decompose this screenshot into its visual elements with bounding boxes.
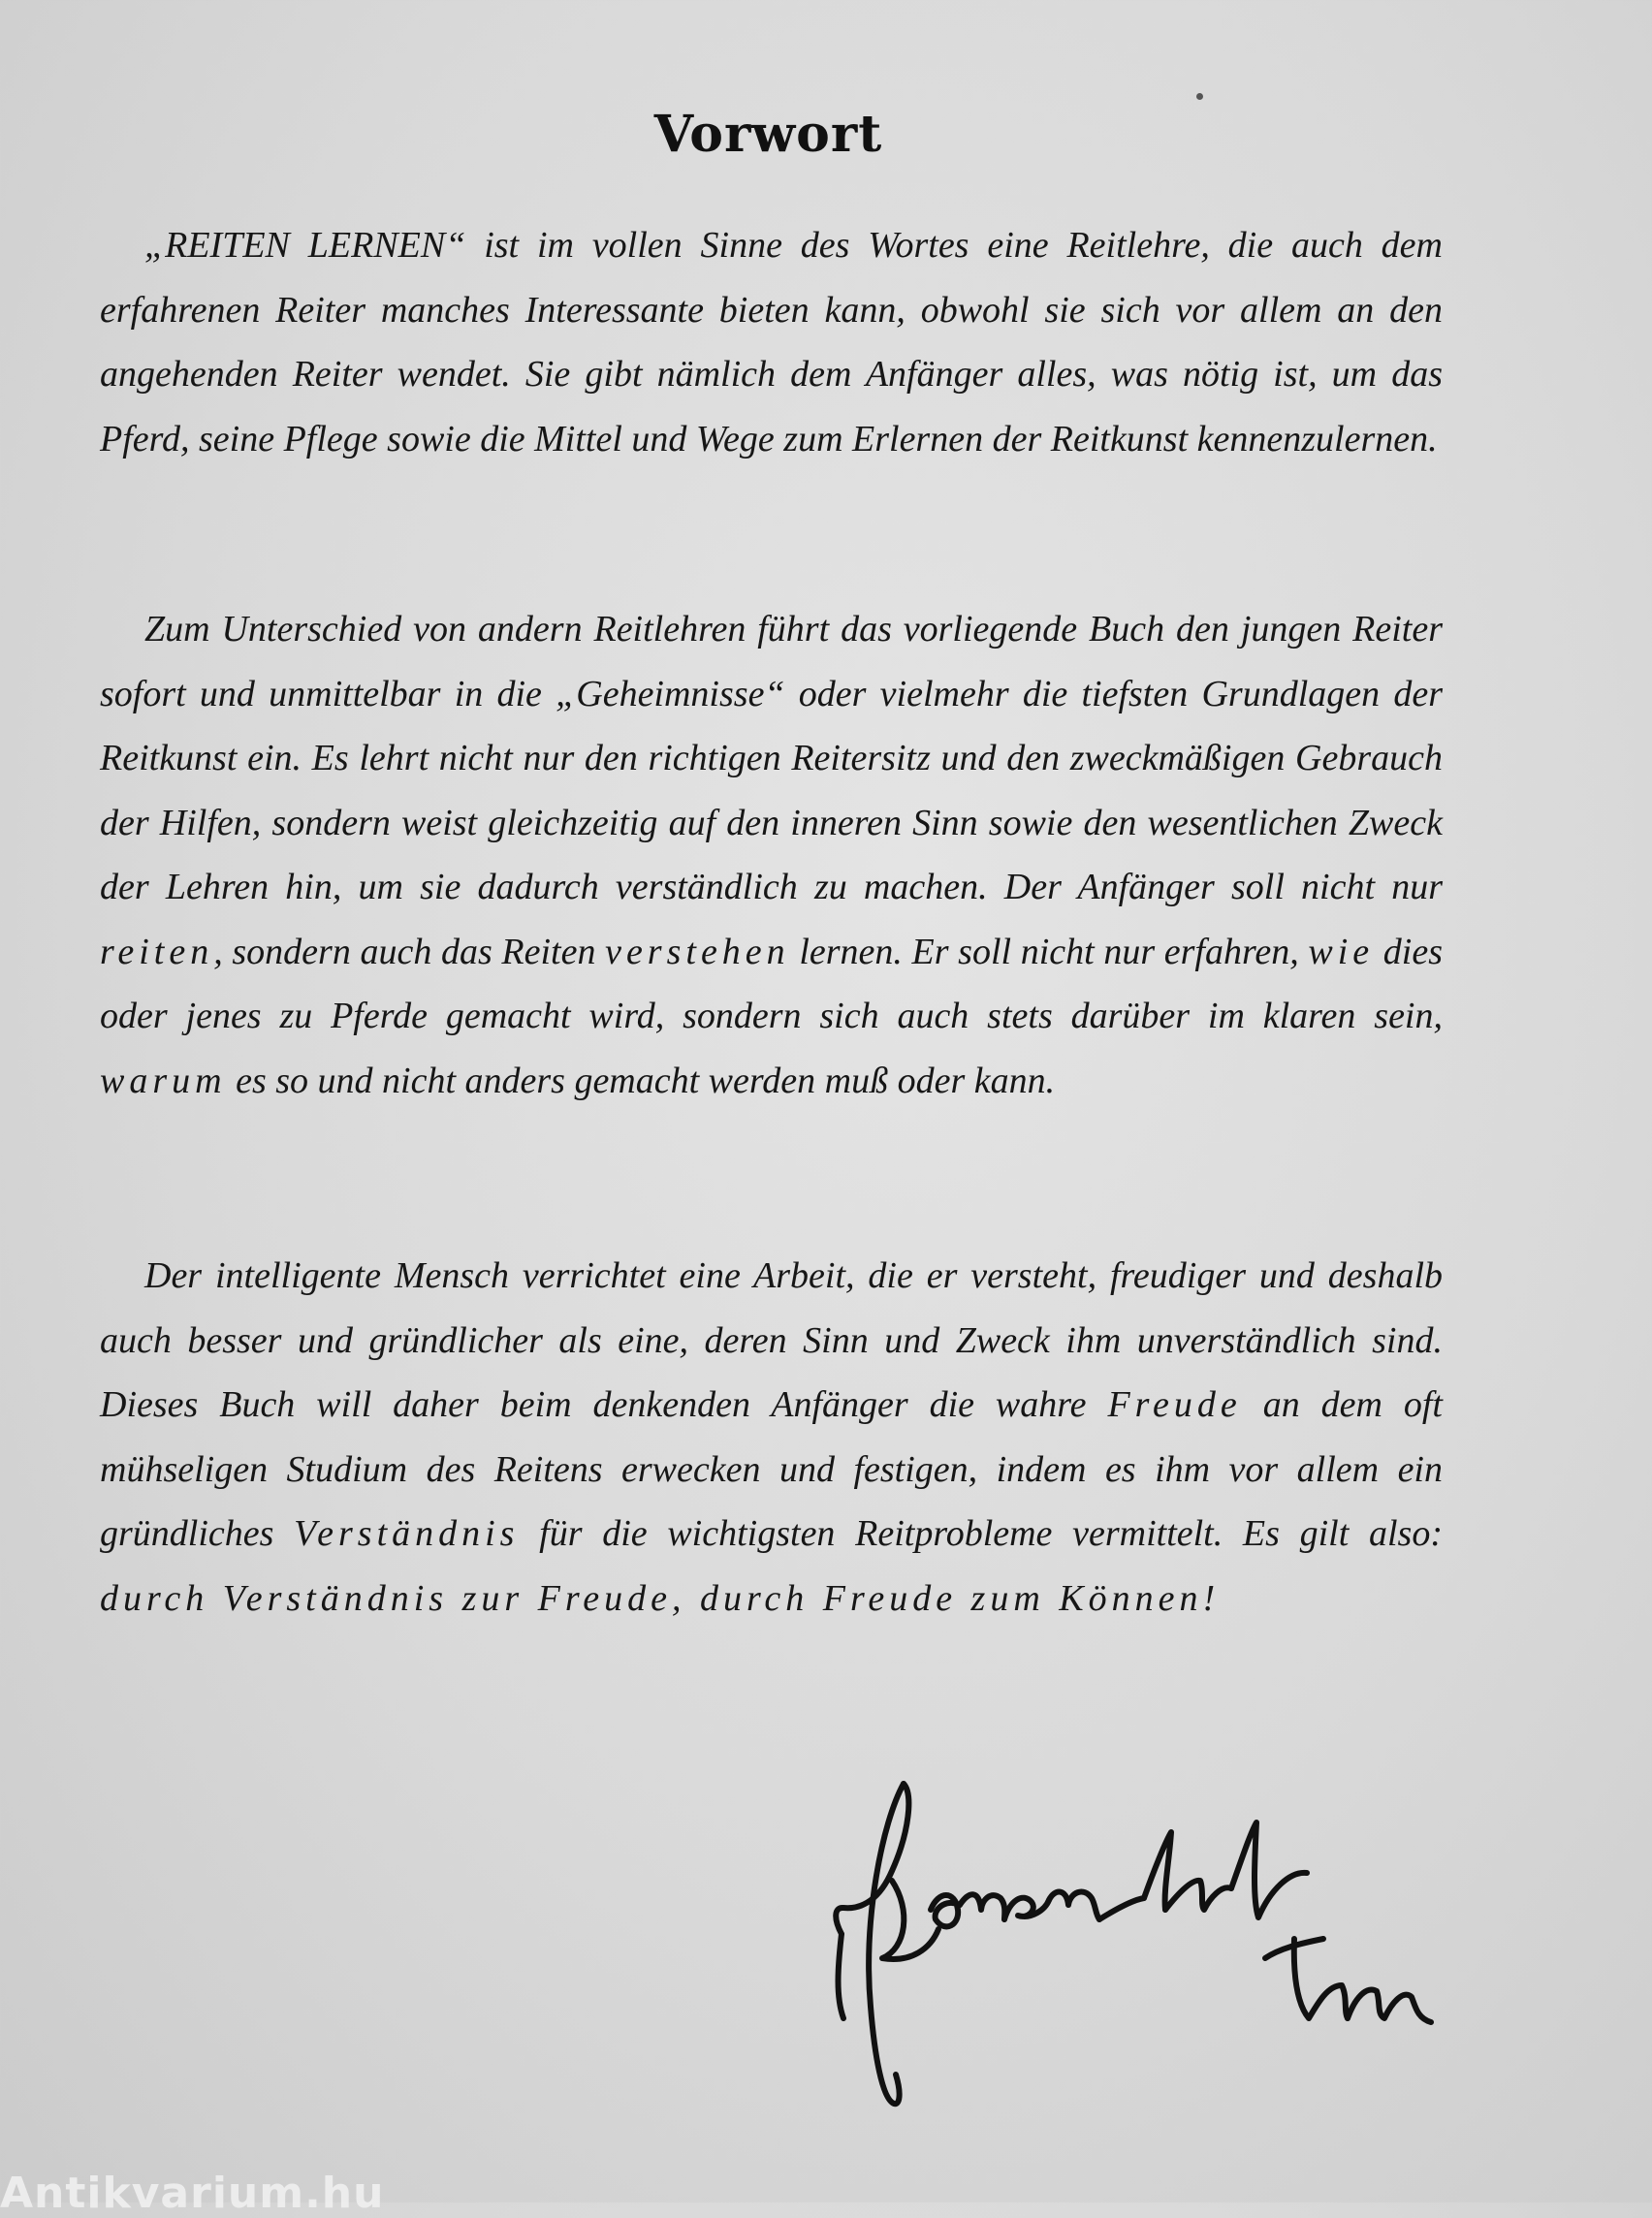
paragraph-2-emphasis-reiten: reiten	[100, 931, 214, 972]
paragraph-3-emphasis-verstaendnis: Verständnis	[294, 1513, 520, 1554]
paragraph-2-text-e: es so und nicht anders gemacht werden muß oder kann.	[226, 1060, 1056, 1101]
paragraph-3-text-a: Der intelligente Mensch verrichtet eine Arbeit, die er versteht, freudiger und deshalb auch besser und gründlicher als eine, deren Sinn und Zweck ihm unverständlich sind. Dieses Buch will daher beim denkenden Anfänger die wahre	[100, 1255, 1443, 1425]
watermark: Antikvarium.hu	[0, 2169, 385, 2218]
paragraph-2-text-d: dies oder jenes zu Pferde gemacht wird, sondern sich auch stets darüber im klaren sein,	[100, 931, 1443, 1036]
paragraph-2-text-a: Zum Unterschied von andern Reitlehren führt das vorliegende Buch den jungen Reiter sofort und unmittelbar in die „Geheimnisse“ oder vielmehr die tiefsten Grundlagen der Reitkunst ein. Es lehrt nicht nur den richtigen Reitersitz und den zweckmäßigen Gebrauch der Hilfen, sondern weist gleichzeitig auf den inneren Sinn sowie den wesentlichen Zweck der Lehren hin, um sie dadurch verständlich zu machen. Der Anfänger soll nicht nur	[100, 609, 1443, 907]
paragraph-1-text: „REITEN LERNEN“ ist im vollen Sinne des Wortes eine Reitlehre, die auch dem erfahrenen Reiter manches Interessante bieten kann, obwohl sie sich vor allem an den angehenden Reiter wendet. Sie gibt nämlich dem Anfänger alles, was nötig ist, um das Pferd, seine Pflege sowie die Mittel und Wege zum Erlernen der Reitkunst kennenzulernen.	[100, 225, 1443, 459]
signature-drawing	[824, 1764, 1445, 2123]
paragraph-3-text-b: an dem oft mühseligen Studium des Reitens erwecken und festigen, indem es ihm vor allem ein gründliches	[100, 1384, 1443, 1554]
author-signature	[824, 1764, 1445, 2123]
paragraph-2-emphasis-wie: wie	[1308, 931, 1375, 972]
paragraph-2-text-c: lernen. Er soll nicht nur erfahren,	[789, 931, 1309, 972]
page-title: Vorwort	[653, 105, 883, 164]
paper-speck	[1196, 93, 1203, 100]
paragraph-3-emphasis-freude: Freude	[1107, 1384, 1242, 1425]
paragraph-2-text-b: , sondern auch das Reiten	[213, 931, 606, 972]
paragraph-3	[100, 1244, 1443, 1631]
paragraph-3-text-c: für die wichtigsten Reitprobleme vermittelt. Es gilt also:	[519, 1513, 1443, 1554]
paragraph-2-emphasis-verstehen: verstehen	[605, 931, 790, 972]
paragraph-1	[100, 213, 1443, 471]
paragraph-3-closing-motto: durch Verständnis zur Freude, durch Freude zum Können!	[100, 1577, 1221, 1619]
paragraph-2	[100, 597, 1443, 1113]
paragraph-2-emphasis-warum: warum	[100, 1060, 227, 1101]
